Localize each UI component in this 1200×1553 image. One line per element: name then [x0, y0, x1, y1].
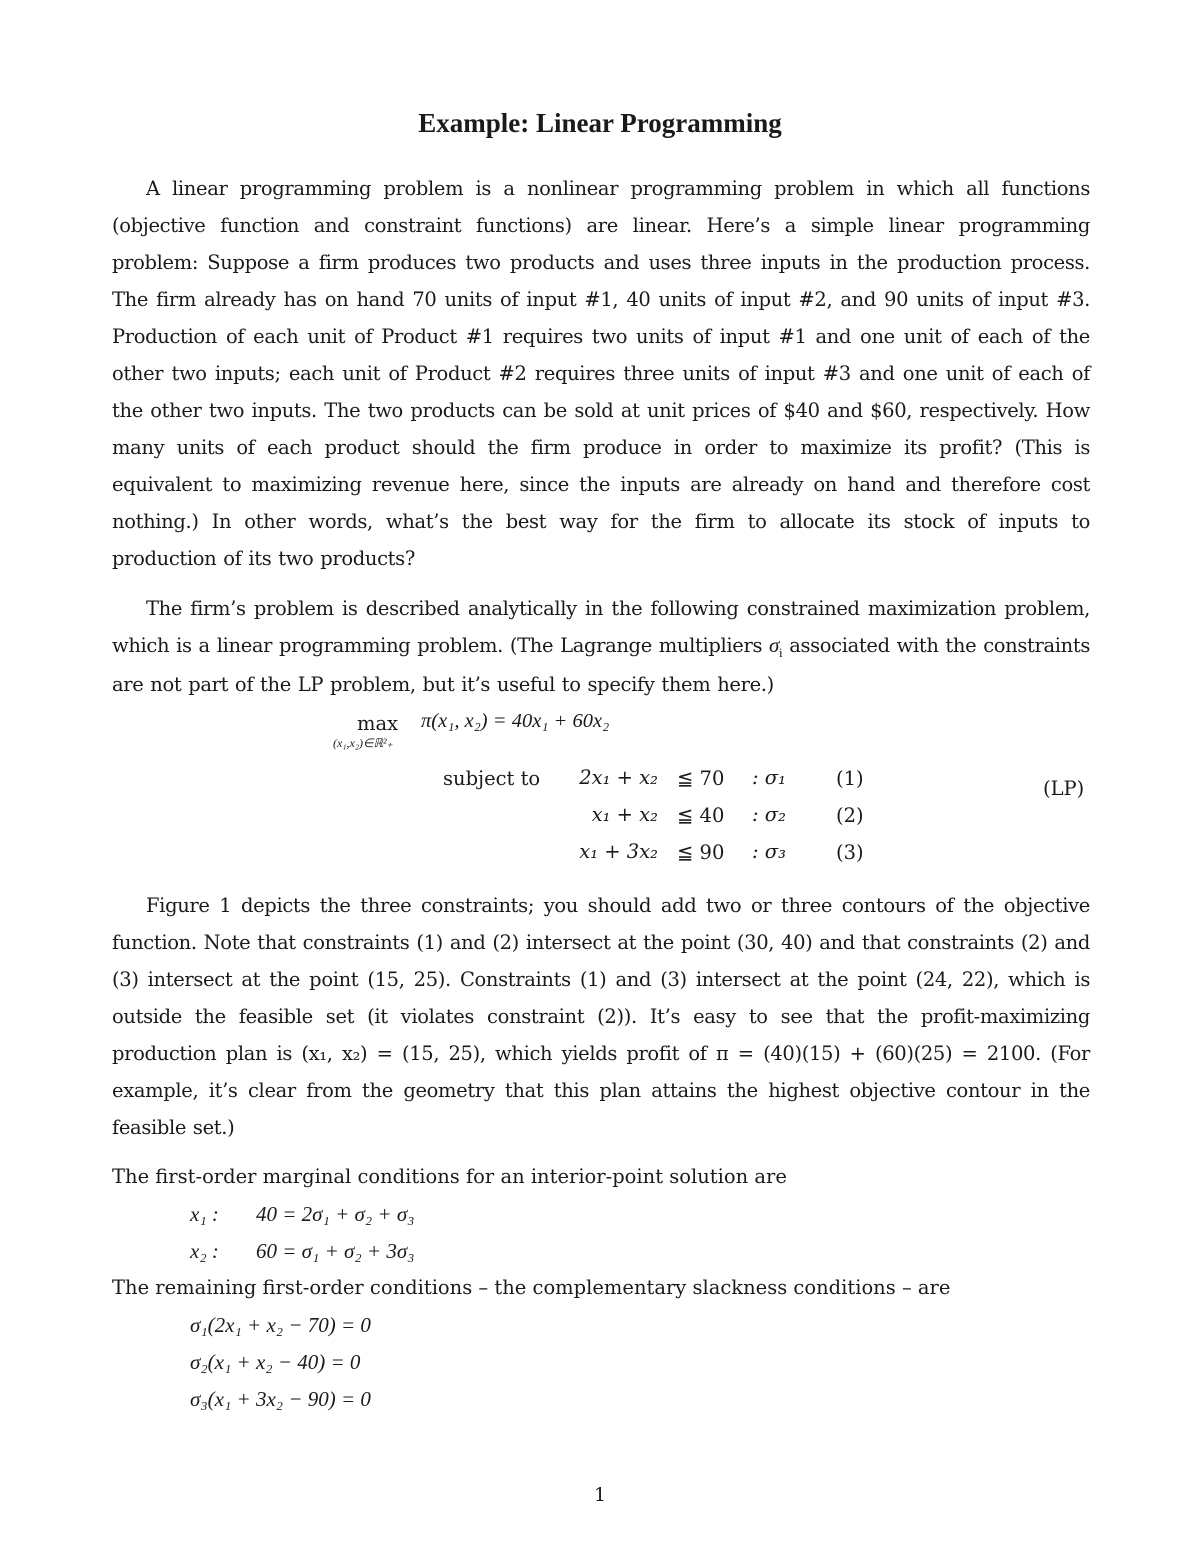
- intro-paragraph-text: A linear programming problem is a nonlinear programming problem in which all functions (objective function and constraint functions) are linear. Here’s a simple linear programming problem: Suppose a firm produces two products and uses three inputs in the production process. The firm already has on hand 70 units of input #1, 40 units of input #2, and 90 units of input #3. Production of each unit of Product #1 requires two units of input #1 and one unit of each of the other two inputs; each unit of Product #2 requires three units of input #3 and one unit of each of the other two inputs. The two products can be sold at unit prices of $40 and $60, respectively. How many units of each product should the firm produce in order to maximize its profit? (This is equivalent to maximizing revenue here, since the inputs are already on hand and therefore cost nothing.) In other words, what’s the best way for the firm to allocate its stock of inputs to production of its two products?: [112, 177, 1090, 570]
- constraint-1-number: (1): [836, 767, 864, 790]
- foc-2-eq: 60 = σ₁ + σ₂ + 3σ₃: [256, 1239, 415, 1263]
- constraint-2-multiplier: : σ₂: [752, 803, 786, 826]
- sigma-symbol: σ: [769, 633, 780, 657]
- page-title: Example: Linear Programming: [418, 108, 782, 138]
- foc-2-var: x₂ :: [190, 1239, 219, 1263]
- lp-subject-to: subject to: [443, 767, 541, 790]
- constraint-3-rel: ≦ 90: [677, 841, 725, 864]
- cs-3: σ₃(x₁ + 3x₂ − 90) = 0: [190, 1387, 371, 1411]
- lp-tag: (LP): [1043, 777, 1085, 800]
- foc-1-var: x₁ :: [190, 1202, 219, 1226]
- constraint-3-multiplier: : σ₃: [752, 840, 786, 863]
- constraint-2-lhs: x₁ + x₂: [591, 803, 658, 826]
- constraint-3-number: (3): [836, 841, 864, 864]
- page-number: 1: [593, 1484, 607, 1506]
- figure-discussion-text: Figure 1 depicts the three constraints; you should add two or three contours of the objective function. Note that constraints (1) and (2) intersect at the point (30, 40) and that constraints (2) and (3) intersect at the point (15, 25). Constraints (1) and (3) intersect at the point (24, 22), which is outside the feasible set (it violates constraint (2)). It’s easy to see that the profit-maximizing production plan is (x₁, x₂) = (15, 25), which yields profit of π = (40)(15) + (60)(25) = 2100. (For example, it’s clear from the geometry that this plan attains the highest objective contour in the feasible set.): [112, 894, 1090, 1139]
- intro-paragraph: [112, 170, 1090, 577]
- problem-paragraph-text-b: associated with the constraints are not part of the LP problem, but it’s useful to specify them here.): [112, 634, 1090, 696]
- lp-max-domain: (x₁,x₂)∈ℝ²₊: [333, 736, 393, 750]
- cs-intro: The remaining first-order conditions – the complementary slackness conditions – are: [112, 1276, 951, 1299]
- lp-objective: π(x₁, x₂) = 40x₁ + 60x₂: [421, 710, 610, 732]
- constraint-1-rel: ≦ 70: [677, 767, 725, 790]
- lp-max-label: max: [357, 712, 399, 735]
- constraint-3-lhs: x₁ + 3x₂: [579, 840, 658, 863]
- problem-paragraph: [112, 590, 1090, 703]
- sigma-subscript: i: [779, 645, 783, 660]
- constraint-2-rel: ≦ 40: [677, 804, 725, 827]
- constraint-1-lhs: 2x₁ + x₂: [579, 766, 658, 789]
- figure-discussion-paragraph: [112, 887, 1090, 1146]
- foc-1-eq: 40 = 2σ₁ + σ₂ + σ₃: [256, 1202, 415, 1226]
- constraint-1-multiplier: : σ₁: [752, 766, 786, 789]
- constraint-2-number: (2): [836, 804, 864, 827]
- cs-2: σ₂(x₁ + x₂ − 40) = 0: [190, 1350, 361, 1374]
- foc-intro: The first-order marginal conditions for an interior-point solution are: [112, 1165, 787, 1188]
- problem-paragraph-text-a: The firm’s problem is described analytically in the following constrained maximization problem, which is a linear programming problem. (The Lagrange multipliers: [112, 597, 1090, 657]
- cs-1: σ₁(2x₁ + x₂ − 70) = 0: [190, 1313, 371, 1337]
